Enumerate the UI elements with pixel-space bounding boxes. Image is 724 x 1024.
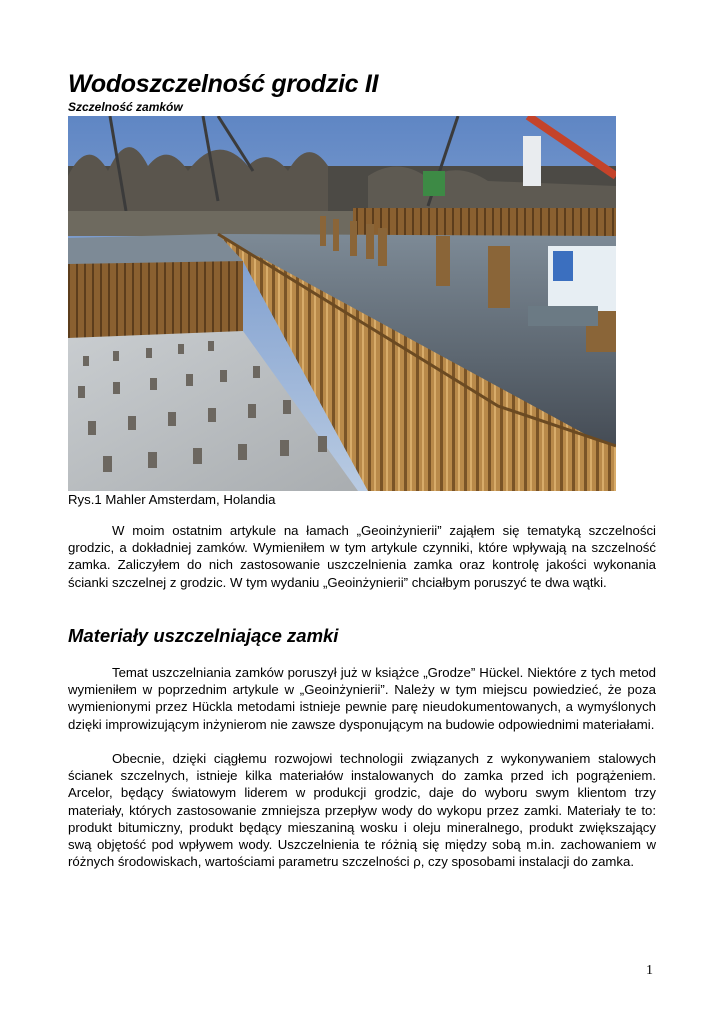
section-heading: Materiały uszczelniające zamki bbox=[68, 625, 339, 646]
body-text: Temat uszczelniania zamków poruszył już w książce „Grodze” Hückel. Niektóre z tych metod wymieniłem w poprzednim artykule w „Geoinżynierii”. Należy w tym miejscu powiedzieć, że poza wymienionymi przez Hückla metodami istnieje pewnie parę nieudokumentowanych, a wymyślonych dzięki improwizującym inżynierom nie zawsze dysponującym na budowie odpowiednimi materiałami. bbox=[68, 665, 656, 732]
body-paragraph bbox=[68, 664, 656, 733]
figure-caption: Rys.1 Mahler Amsterdam, Holandia bbox=[68, 492, 276, 507]
page-number: 1 bbox=[646, 963, 653, 978]
page-title: Wodoszczelność grodzic II bbox=[68, 70, 379, 98]
body-text: Obecnie, dzięki ciągłemu rozwojowi technologii związanych z wykonywaniem stalowych ścianek szczelnych, istnieje kilka materiałów instalowanych do zamka przed ich pogrążeniem. Arcelor, będący światowym liderem w produkcji grodzic, daje do wyboru swym klientom trzy materiały, których zastosowanie zmniejsza przepływ wody do wykopu przez zamki. Materiały te to: produkt bitumiczny, produkt będący mieszaniną wosku i oleju mineralnego, produkt zwiększający swą objętość pod wpływem wody. Uszczelnienia te różnią się między sobą m.in. zachowaniem w różnych środowiskach, wartościami parametru szczelności ρ, czy sposobami instalacji do zamka. bbox=[68, 751, 656, 870]
body-paragraph bbox=[68, 750, 656, 870]
construction-photo bbox=[68, 116, 616, 491]
intro-paragraph bbox=[68, 522, 656, 591]
page-subtitle: Szczelność zamków bbox=[68, 100, 183, 114]
intro-text: W moim ostatnim artykule na łamach „Geoinżynierii” zająłem się tematyką szczelności grodzic, a dokładniej zamków. Wymieniłem w tym artykule czynniki, które wpływają na szczelność zamka. Zaliczyłem do nich zastosowanie uszczelnienia zamka oraz kontrolę jakości wykonania ścianki szczelnej z grodzic. W tym wydaniu „Geoinżynierii” chciałbym poruszyć te dwa wątki. bbox=[68, 523, 656, 590]
